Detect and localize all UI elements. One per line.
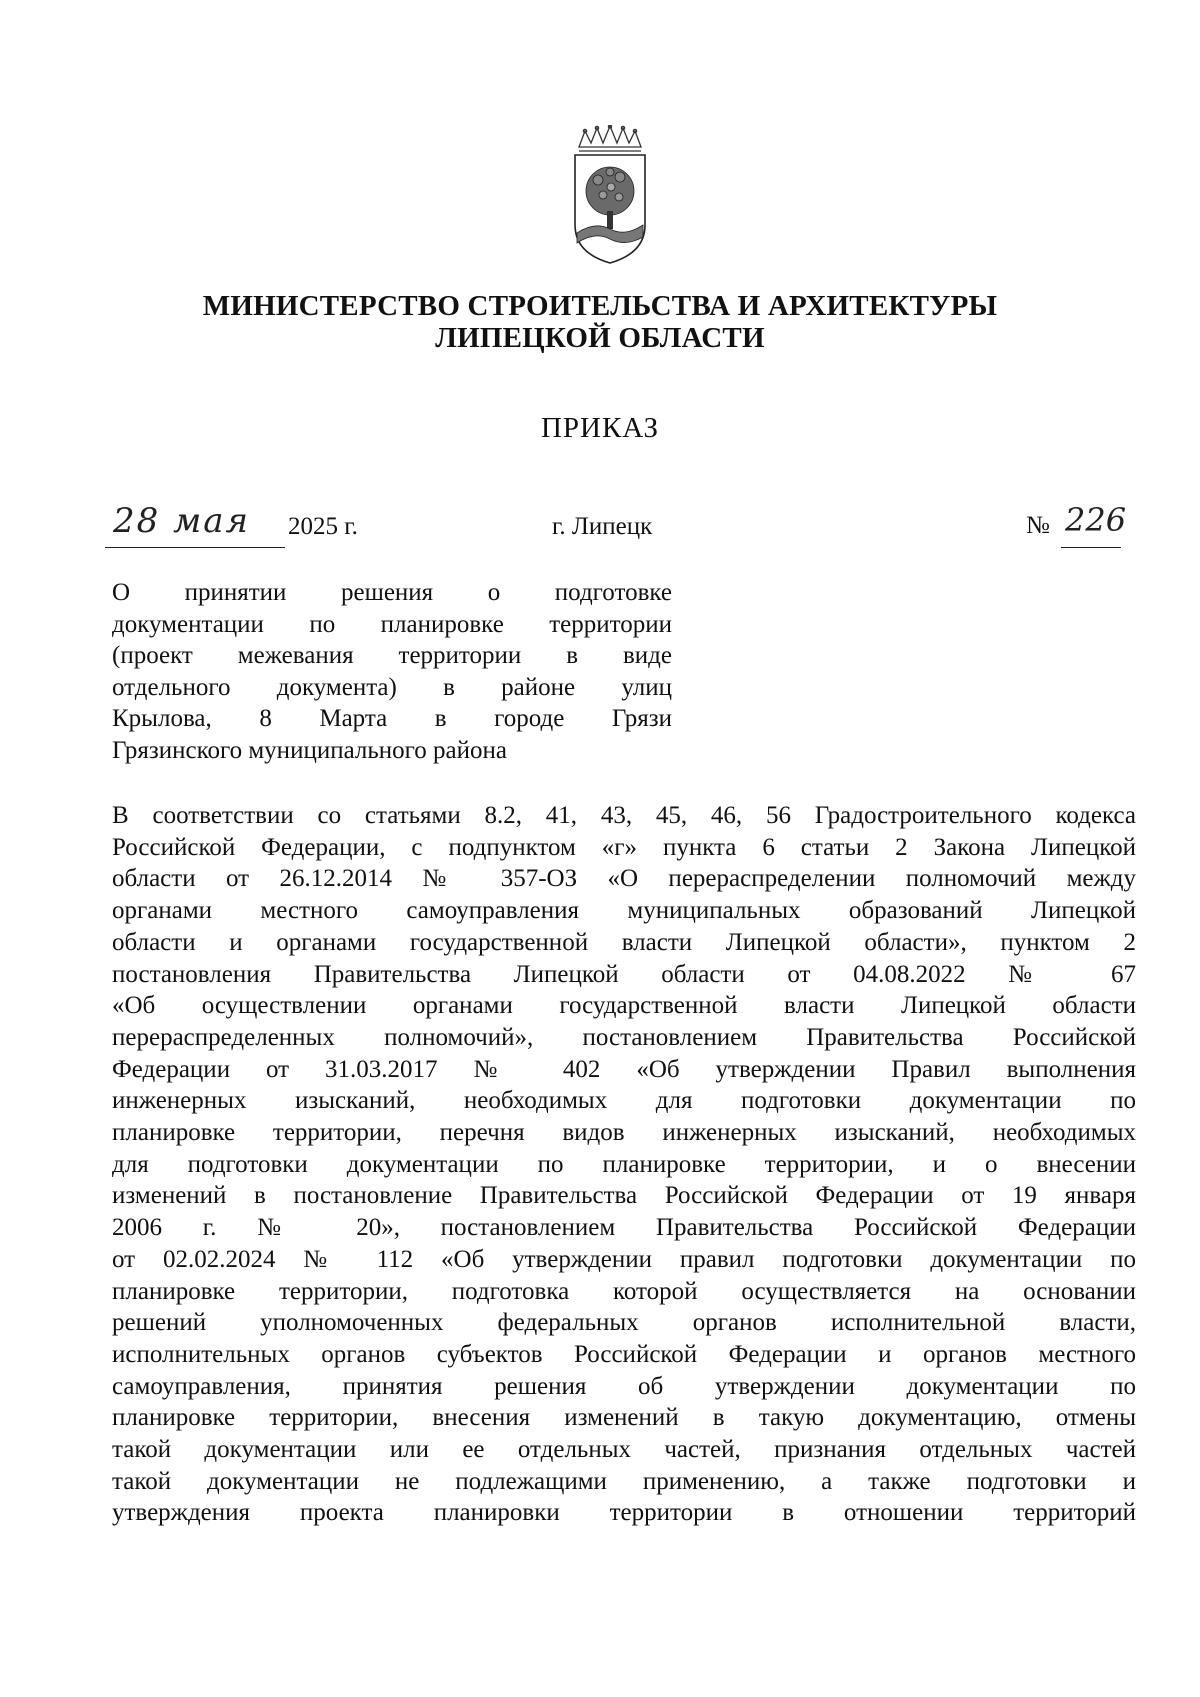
body-line: инженерных изысканий, необходимых для подготовки документации по <box>112 1087 1136 1115</box>
body-line: постановления Правительства Липецкой области от 04.08.2022 № 67 <box>112 960 1136 988</box>
body-line: изменений в постановление Правительства Российской Федерации от 19 января <box>112 1182 1136 1210</box>
body-line: для подготовки документации по планировке территории, и о внесении <box>112 1150 1136 1178</box>
body-line: исполнительных органов субъектов Российской Федерации и органов местного <box>112 1340 1136 1368</box>
body-line: области от 26.12.2014 № 357-ОЗ «О перераспределении полномочий между <box>112 865 1136 893</box>
body-line: самоуправления, принятия решения об утверждении документации по <box>112 1372 1136 1400</box>
body-line: «Об осуществлении органами государственной власти Липецкой области <box>112 992 1136 1020</box>
document-year: 2025 г. <box>288 513 358 540</box>
order-body <box>112 800 1136 1529</box>
subject-line: отдельного документа) в районе улиц <box>112 673 672 701</box>
body-line: планировке территории, внесения изменений в такую документацию, отмены <box>112 1404 1136 1432</box>
subject-line: Грязинского муниципального района <box>112 736 507 764</box>
subject-line: документации по планировке территории <box>112 610 672 638</box>
body-line: В соответствии со статьями 8.2, 41, 43, 45, 46, 56 Градостроительного кодекса <box>112 802 1136 829</box>
body-line: планировке территории, перечня видов инженерных изысканий, необходимых <box>112 1119 1136 1147</box>
body-line: Федерации от 31.03.2017 № 402 «Об утверждении Правил выполнения <box>112 1055 1136 1083</box>
ministry-title-line-1: МИНИСТЕРСТВО СТРОИТЕЛЬСТВА И АРХИТЕКТУРЫ <box>202 290 998 322</box>
coat-of-arms-icon <box>565 125 655 265</box>
document-city: г. Липецк <box>552 513 653 540</box>
order-subject <box>112 577 672 766</box>
body-line: от 02.02.2024 № 112 «Об утверждении правил подготовки документации по <box>112 1245 1136 1273</box>
body-line: области и органами государственной власти Липецкой области», пунктом 2 <box>112 928 1136 956</box>
body-line: такой документации или ее отдельных частей, признания отдельных частей <box>112 1436 1136 1464</box>
date-handwritten-text: 28 мая <box>113 501 251 541</box>
subject-line: Крылова, 8 Марта в городе Грязи <box>112 705 672 732</box>
date-handwritten-field <box>105 501 285 548</box>
body-line: органами местного самоуправления муниципальных образований Липецкой <box>112 897 1136 925</box>
subject-line: О принятии решения о подготовке <box>112 579 672 606</box>
number-handwritten-field <box>1061 501 1127 548</box>
subject-line: (проект межевания территории в виде <box>112 642 672 669</box>
body-line: планировке территории, подготовка которой осуществляется на основании <box>112 1277 1136 1305</box>
body-line: утверждения проекта планировки территории в отношении территорий <box>112 1499 1136 1527</box>
ministry-title-line-2: ЛИПЕЦКОЙ ОБЛАСТИ <box>435 322 765 354</box>
number-handwritten-text: 226 <box>1065 501 1127 539</box>
body-line: перераспределенных полномочий», постановлением Правительства Российской <box>112 1023 1136 1051</box>
number-sign: № <box>1026 512 1050 539</box>
document-type-title: ПРИКАЗ <box>540 412 660 444</box>
body-line: 2006 г. № 20», постановлением Правительства Российской Федерации <box>112 1214 1136 1242</box>
body-line: такой документации не подлежащими применению, а также подготовки и <box>112 1467 1136 1495</box>
body-line: Российской Федерации, с подпунктом «г» пункта 6 статьи 2 Закона Липецкой <box>112 833 1136 861</box>
body-line: решений уполномоченных федеральных органов исполнительной власти, <box>112 1309 1136 1337</box>
